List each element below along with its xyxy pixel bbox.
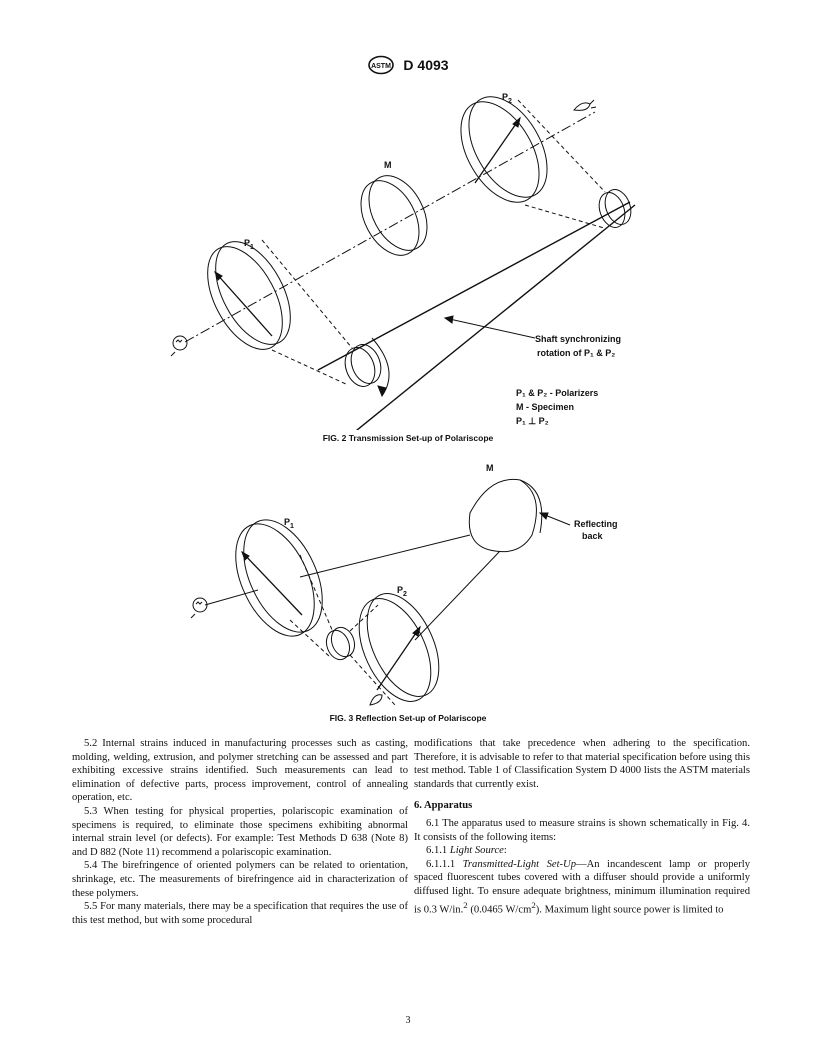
figure-2-drawing (0, 80, 816, 430)
fig2-label-m: M (384, 160, 392, 170)
fig3-label-p2: $P_2$ (397, 585, 407, 598)
fig2-legend-1: P₁ & P₂ - Polarizers (516, 388, 599, 398)
svg-text:ASTM: ASTM (371, 63, 392, 70)
page-header (0, 55, 816, 75)
fig3-label-m: M (486, 463, 494, 473)
figure-3-drawing (0, 455, 816, 710)
paragraph-5-3: 5.3 When testing for physical properties, polariscopic examination of specimens is required, to eliminate those specimens exhibiting abnormal internal strain level (or defects). For example: Test Methods D 638 (Note 8) and D 882 (Note 11) recommend a polariscopic examination. (72, 805, 408, 858)
paragraph-5-4: 5.4 The birefringence of oriented polymers can be related to orientation, shrinkage, etc. The measurements of birefringence aid in characterization of these polymers. (72, 860, 408, 899)
fig3-reflect-label-2: back (582, 531, 603, 541)
figure-2-transmission (0, 80, 816, 430)
figure-2-caption: FIG. 2 Transmission Set-up of Polariscope (322, 433, 494, 443)
paragraph-5-5: 5.5 For many materials, there may be a specification that requires the use of this test method, but with some procedural (72, 901, 408, 926)
fig2-label-p1: $P_1$ (244, 238, 254, 251)
fig2-legend-2: M - Specimen (516, 402, 575, 412)
paragraph-6-1-1: 6.1.1 Light Source: (426, 845, 507, 857)
fig2-label-p2: $P_2$ (502, 92, 512, 105)
page-number: 3 (405, 1015, 411, 1026)
standard-designation: D 4093 (403, 57, 449, 73)
paragraph-5-2: 5.2 Internal strains induced in manufacturing processes such as casting, molding, welding, extrusion, and polymer stretching can be assessed and part exhibiting excessive strains identified. Such measurements can lead to elimination of defective parts, process improvement, control of annealing operation, etc. (72, 738, 408, 804)
fig2-legend-3: P₁ ⊥ P₂ (516, 416, 549, 426)
fig3-reflect-label-1: Reflecting (574, 519, 618, 529)
paragraph-6-1: 6.1 The apparatus used to measure strains is shown schematically in Fig. 4. It consists of the following items: (414, 817, 750, 843)
figure-3-reflection (0, 455, 816, 710)
fig2-shaft-label-1: Shaft synchronizing (535, 334, 622, 344)
left-column (72, 737, 408, 927)
paragraph-6-1-1-1: 6.1.1.1 Transmitted-Light Set-Up—An incandescent lamp or properly spaced fluorescent tubes covered with a diffuser should provide a uniformly diffused light. To ensure adequate brightness, minimum illumination required is 0.3 W/in.$^2$ (0.0465 $W/cm^2$). Maximum light source power is limited to (414, 858, 750, 916)
right-column (414, 737, 750, 917)
figure-3-caption: FIG. 3 Reflection Set-up of Polariscope (329, 713, 487, 723)
paragraph-5-5-continued: modifications that take precedence when adhering to the specification. Therefore, it is advisable to refer to that material specification before using this test method. Table 1 of Classification System D 4000 lists the ASTM materials standards that currently exist. (414, 738, 750, 790)
fig3-label-p1: $P_1$ (284, 517, 294, 530)
astm-logo-icon (367, 55, 395, 75)
fig2-shaft-label-2: rotation of P₁ & P₂ (537, 348, 616, 358)
section-6-heading: 6. Apparatus (414, 800, 473, 812)
